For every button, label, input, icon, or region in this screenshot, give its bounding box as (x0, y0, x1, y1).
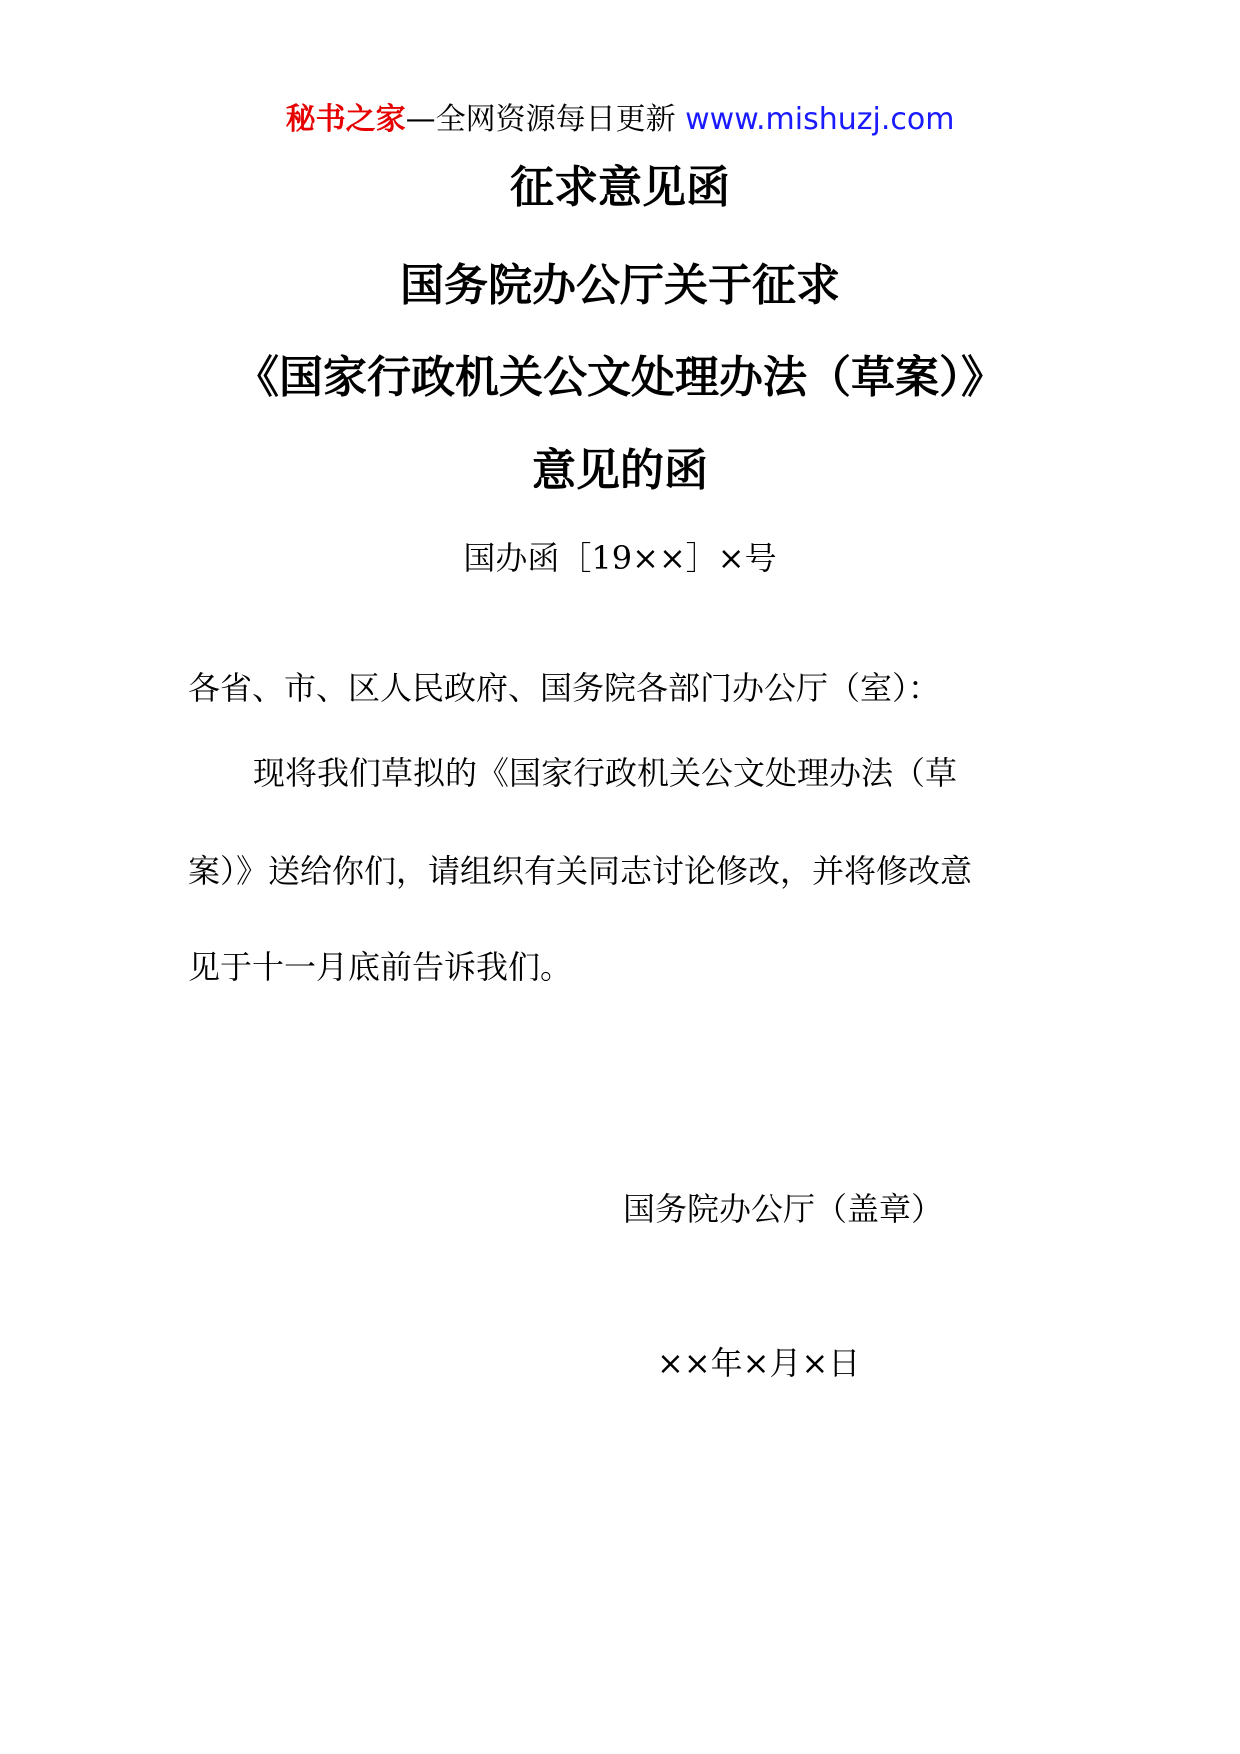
document-title-line-3: 意见的函 (532, 445, 708, 496)
document-type-title: 征求意见函 (510, 162, 730, 213)
document-title-line-1: 国务院办公厅关于征求 (400, 260, 840, 311)
body-text-line: 案）》送给你们，请组织有关同志讨论修改，并将修改意 (188, 852, 973, 890)
document-date: ××年×月×日 (657, 1344, 861, 1382)
site-banner (0, 100, 1240, 140)
body-text-line: 见于十一月底前告诉我们。 (188, 948, 573, 986)
signer: 国务院办公厅（盖章） (623, 1190, 944, 1228)
document-title-line-2: 《国家行政机关公文处理办法（草案）》 (235, 352, 1005, 403)
salutation: 各省、市、区人民政府、国务院各部门办公厅（室）： (188, 669, 941, 707)
site-brand: 秘书之家 (285, 102, 406, 137)
body-text-line: 现将我们草拟的《国家行政机关公文处理办法（草 (253, 754, 958, 792)
document-number: 国办函［19××］×号 (463, 539, 777, 577)
site-url-link[interactable]: www.mishuzj.com (685, 102, 955, 137)
site-slogan: —全网资源每日更新 (405, 102, 686, 137)
